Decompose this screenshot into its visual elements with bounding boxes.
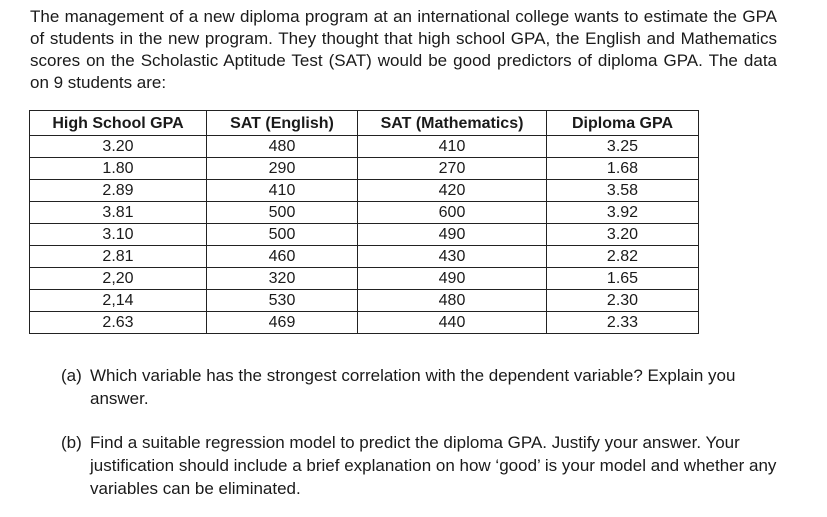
question-b-label: (b) (61, 433, 82, 452)
problem-intro: The management of a new diploma program at an international college wants to estimate the GPA of students in the new program. They thought that high school GPA, the English and Mathematics scores on the Scholastic Aptitude Test (SAT) would be good predictors of diploma GPA. The data on 9 students are: (30, 7, 777, 92)
cell-high-school-gpa: 2.63 (30, 312, 207, 334)
table-row (30, 136, 699, 158)
cell-sat-english: 480 (207, 136, 358, 158)
cell-high-school-gpa: 2,20 (30, 268, 207, 290)
question-a-label: (a) (61, 366, 82, 385)
cell-high-school-gpa: 2.89 (30, 180, 207, 202)
table-row (30, 268, 699, 290)
student-data-table (29, 110, 699, 334)
table-row (30, 224, 699, 246)
question-b-text: Find a suitable regression model to predict the diploma GPA. Justify your answer. Your justification should include a brief explanation on how ‘good’ is your model and whether any variables can be eliminated. (90, 433, 777, 498)
header-sat-english: SAT (English) (207, 111, 358, 136)
table-row (30, 246, 699, 268)
cell-sat-english: 530 (207, 290, 358, 312)
cell-high-school-gpa: 2.81 (30, 246, 207, 268)
cell-sat-english: 320 (207, 268, 358, 290)
cell-sat-mathematics: 480 (358, 290, 547, 312)
cell-sat-mathematics: 490 (358, 224, 547, 246)
cell-high-school-gpa: 1.80 (30, 158, 207, 180)
cell-diploma-gpa: 3.20 (547, 224, 699, 246)
cell-sat-english: 469 (207, 312, 358, 334)
question-b (61, 431, 781, 500)
cell-sat-mathematics: 600 (358, 202, 547, 224)
cell-high-school-gpa: 3.10 (30, 224, 207, 246)
cell-sat-english: 460 (207, 246, 358, 268)
cell-high-school-gpa: 2,14 (30, 290, 207, 312)
cell-sat-english: 290 (207, 158, 358, 180)
cell-sat-mathematics: 270 (358, 158, 547, 180)
table-row (30, 312, 699, 334)
cell-diploma-gpa: 2.33 (547, 312, 699, 334)
cell-sat-mathematics: 440 (358, 312, 547, 334)
cell-diploma-gpa: 1.68 (547, 158, 699, 180)
table-row (30, 180, 699, 202)
cell-sat-english: 500 (207, 224, 358, 246)
header-sat-mathematics: SAT (Mathematics) (358, 111, 547, 136)
header-high-school-gpa: High School GPA (30, 111, 207, 136)
header-diploma-gpa: Diploma GPA (547, 111, 699, 136)
cell-sat-english: 410 (207, 180, 358, 202)
table-row (30, 290, 699, 312)
cell-high-school-gpa: 3.20 (30, 136, 207, 158)
table-header-row (30, 111, 699, 136)
cell-diploma-gpa: 3.25 (547, 136, 699, 158)
cell-diploma-gpa: 3.92 (547, 202, 699, 224)
cell-sat-english: 500 (207, 202, 358, 224)
question-a-text: Which variable has the strongest correlation with the dependent variable? Explain you answer. (90, 366, 736, 408)
cell-sat-mathematics: 420 (358, 180, 547, 202)
table-row (30, 202, 699, 224)
cell-diploma-gpa: 2.30 (547, 290, 699, 312)
cell-sat-mathematics: 490 (358, 268, 547, 290)
question-a (61, 364, 781, 410)
cell-sat-mathematics: 410 (358, 136, 547, 158)
cell-high-school-gpa: 3.81 (30, 202, 207, 224)
cell-diploma-gpa: 2.82 (547, 246, 699, 268)
cell-diploma-gpa: 3.58 (547, 180, 699, 202)
cell-sat-mathematics: 430 (358, 246, 547, 268)
table-row (30, 158, 699, 180)
cell-diploma-gpa: 1.65 (547, 268, 699, 290)
